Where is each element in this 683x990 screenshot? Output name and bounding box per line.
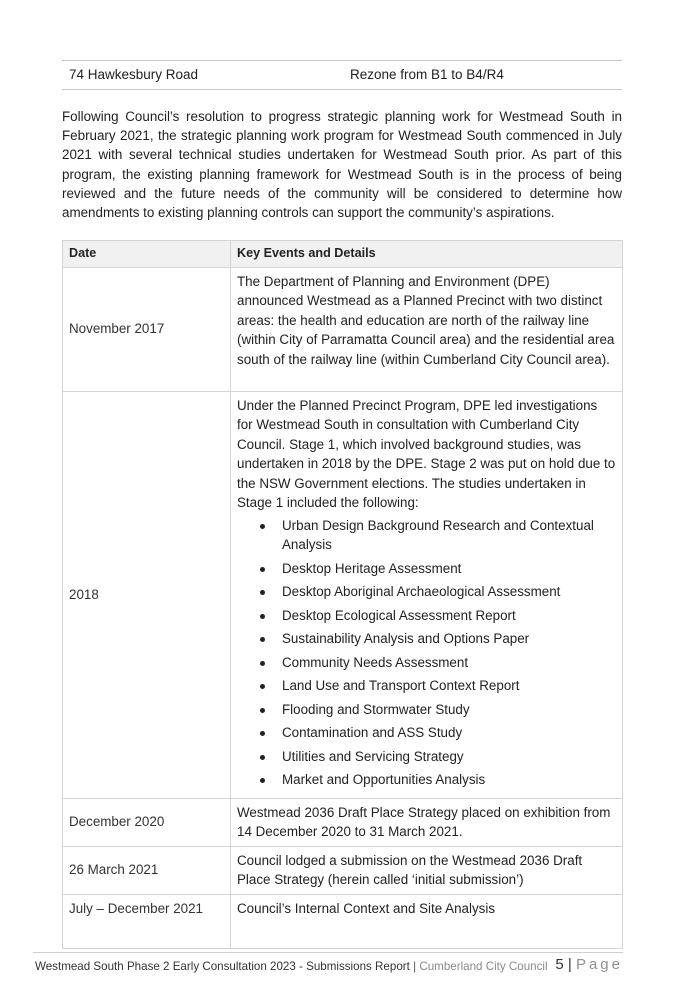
table-row [63, 846, 623, 894]
footer-report-info [35, 960, 548, 973]
list-item: Desktop Heritage Assessment [282, 559, 616, 579]
row-date: July – December 2021 [63, 894, 231, 948]
list-item: Urban Design Background Research and Contextual Analysis [282, 516, 616, 555]
header-date: Date [63, 241, 231, 268]
table-row [63, 894, 623, 948]
row-details [231, 391, 623, 798]
header-key-events: Key Events and Details [231, 241, 623, 268]
footer-separator: | [413, 960, 417, 973]
row-details: The Department of Planning and Environment (DPE) announced Westmead as a Planned Precinct with two distinct areas: the health and education are north of the railway line (within City of Parramatta Council area) and the residential area south of the railway line (within Cumberland City Council area). [231, 267, 623, 391]
list-item: Utilities and Servicing Strategy [282, 747, 616, 767]
row-date: November 2017 [63, 267, 231, 391]
list-item: Land Use and Transport Context Report [282, 676, 616, 696]
list-item: Market and Opportunities Analysis [282, 770, 616, 790]
site-proposal: Rezone from B1 to B4/R4 [350, 67, 504, 82]
page-label: Page [575, 956, 623, 973]
list-item: Desktop Aboriginal Archaeological Assessment [282, 582, 616, 602]
table-row [63, 267, 623, 391]
list-item: Sustainability Analysis and Options Paper [282, 629, 616, 649]
row-details: Westmead 2036 Draft Place Strategy placed on exhibition from 14 December 2020 to 31 March 2021. [231, 798, 623, 846]
page-footer [33, 952, 623, 981]
page-separator: | [567, 956, 572, 973]
previous-table-last-row [62, 60, 622, 90]
row-details: Council’s Internal Context and Site Analysis [231, 894, 623, 948]
row-details-text: Under the Planned Precinct Program, DPE led investigations for Westmead South in consultation with Cumberland City Council. Stage 1, which involved background studies, was undertaken in 2018 by the DPE. Stage 2 was put on hold due to the NSW Government elections. The studies undertaken in Stage 1 included the following: [237, 397, 616, 510]
site-address: 74 Hawkesbury Road [69, 67, 199, 82]
row-date: 26 March 2021 [63, 846, 231, 894]
list-item: Flooding and Stormwater Study [282, 700, 616, 720]
row-date: 2018 [63, 391, 231, 798]
list-item: Community Needs Assessment [282, 653, 616, 673]
list-item: Desktop Ecological Assessment Report [282, 606, 616, 626]
row-details: Council lodged a submission on the Westmead 2036 Draft Place Strategy (herein called ‘initial submission’) [231, 846, 623, 894]
table-row [63, 798, 623, 846]
footer-council-name: Cumberland City Council [419, 960, 548, 973]
footer-page-indicator [555, 956, 623, 973]
list-item: Contamination and ASS Study [282, 723, 616, 743]
intro-paragraph: Following Council’s resolution to progress strategic planning work for Westmead South in February 2021, the strategic planning work program for Westmead South commenced in July 2021 with several technical studies undertaken for Westmead South prior. As part of this program, the existing planning framework for Westmead South is in the process of being reviewed and the future needs of the community will be considered to determine how amendments to existing planning controls can support the community’s aspirations. [62, 109, 622, 221]
studies-list [237, 516, 616, 790]
row-date: December 2020 [63, 798, 231, 846]
table-row [63, 391, 623, 798]
footer-report-title: Westmead South Phase 2 Early Consultation 2023 - Submissions Report [35, 960, 410, 973]
key-events-table [62, 240, 623, 949]
table-header-row [63, 241, 623, 268]
page-number: 5 [555, 956, 564, 973]
